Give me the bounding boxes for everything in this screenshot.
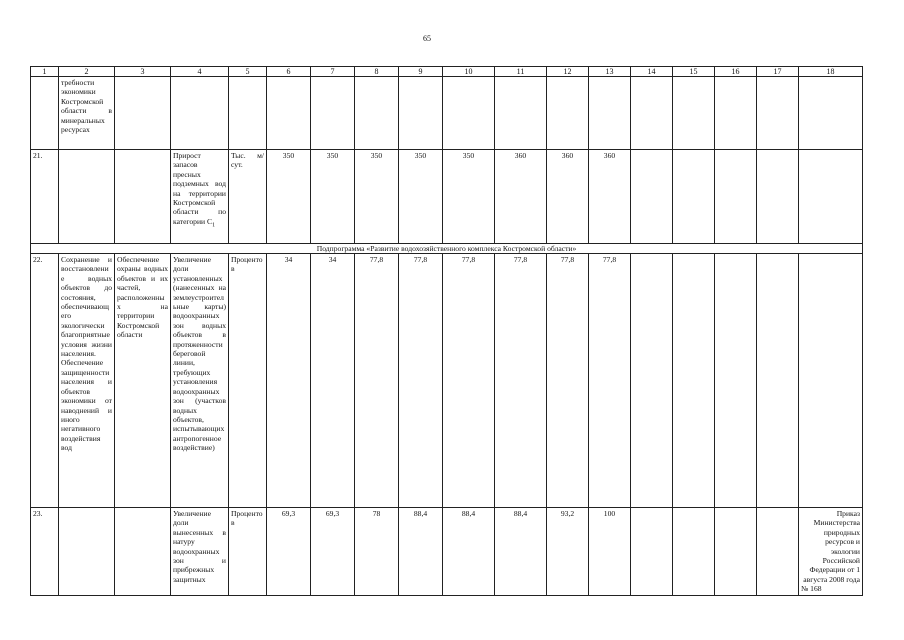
- subprogram-title: Подпрограмма «Развитие водохозяйственного комплекса Костромской области»: [31, 244, 863, 254]
- value-cell: 350: [267, 150, 311, 244]
- column-number-13: 13: [589, 67, 631, 77]
- column-number-3: 3: [115, 67, 171, 77]
- column-number-12: 12: [547, 67, 589, 77]
- row22-task: Обеспечение охраны водных объектов и их частей, расположенных на территории Костромской области: [115, 254, 171, 508]
- column-number-1: 1: [31, 67, 59, 77]
- continuation-goal-text: требности экономики Костромской области в минеральных ресурсах: [59, 77, 115, 150]
- value-cell: 77,8: [495, 254, 547, 508]
- value-cell: 77,8: [443, 254, 495, 508]
- value-cell: 77,8: [589, 254, 631, 508]
- column-number-6: 6: [267, 67, 311, 77]
- value-cell: 350: [311, 150, 355, 244]
- value-cell: 350: [443, 150, 495, 244]
- row21-indicator: Прирост запасов пресных подземных вод на территории Костромской области по категории $С_1$: [171, 150, 229, 244]
- row21-unit: Тыс. м/сут.: [229, 150, 267, 244]
- row-number: 22.: [31, 254, 59, 508]
- row22-indicator: Увеличение доли установленных (нанесенных на землеустроительные карты) водоохранных зон водных объектов в протяженности береговой линии, требующих установления водоохранных зон (участков водных объектов, испытывающих антропогенное воздействие): [171, 254, 229, 508]
- row23-indicator: Увеличение доли вынесенных в натуру водоохранных зон и прибрежных защитных: [171, 508, 229, 596]
- value-cell: 34: [311, 254, 355, 508]
- header-row: [31, 67, 863, 77]
- value-cell: 93,2: [547, 508, 589, 596]
- value-cell: 77,8: [399, 254, 443, 508]
- column-number-5: 5: [229, 67, 267, 77]
- column-number-15: 15: [673, 67, 715, 77]
- value-cell: 360: [589, 150, 631, 244]
- value-cell: 77,8: [547, 254, 589, 508]
- value-cell: 77,8: [355, 254, 399, 508]
- column-number-10: 10: [443, 67, 495, 77]
- column-number-18: 18: [799, 67, 863, 77]
- value-cell: 100: [589, 508, 631, 596]
- column-number-11: 11: [495, 67, 547, 77]
- row22-goal: Сохранение и восстановление водных объектов до состояния, обеспечивающего экологически благоприятные условия жизни населения. Обеспечение защищенности населения и объектов экономики от наводнений и иного негативного воздействия вод: [59, 254, 115, 508]
- value-cell: 350: [399, 150, 443, 244]
- value-cell: 360: [495, 150, 547, 244]
- value-cell: 69,3: [311, 508, 355, 596]
- column-number-9: 9: [399, 67, 443, 77]
- value-cell: 88,4: [495, 508, 547, 596]
- value-cell: 360: [547, 150, 589, 244]
- column-number-14: 14: [631, 67, 673, 77]
- column-number-7: 7: [311, 67, 355, 77]
- row-number: 21.: [31, 150, 59, 244]
- row22-unit: Процентов: [229, 254, 267, 508]
- value-cell: 88,4: [443, 508, 495, 596]
- value-cell: 88,4: [399, 508, 443, 596]
- row23-unit: Процентов: [229, 508, 267, 596]
- table-row-23: [31, 508, 863, 596]
- value-cell: 350: [355, 150, 399, 244]
- column-number-2: 2: [59, 67, 115, 77]
- column-number-4: 4: [171, 67, 229, 77]
- column-number-17: 17: [757, 67, 799, 77]
- row23-source: Приказ Министерства природных ресурсов и экологии Российской Федерации от 1 августа 2008 года № 168: [799, 508, 863, 596]
- subprogram-row: [31, 244, 863, 254]
- table-row-21: [31, 150, 863, 244]
- value-cell: 69,3: [267, 508, 311, 596]
- page-number: 65: [423, 34, 431, 43]
- continuation-row: [31, 77, 863, 150]
- value-cell: 34: [267, 254, 311, 508]
- column-number-16: 16: [715, 67, 757, 77]
- row-number: 23.: [31, 508, 59, 596]
- indicators-table: [30, 66, 863, 596]
- column-number-8: 8: [355, 67, 399, 77]
- table-row-22: [31, 254, 863, 508]
- value-cell: 78: [355, 508, 399, 596]
